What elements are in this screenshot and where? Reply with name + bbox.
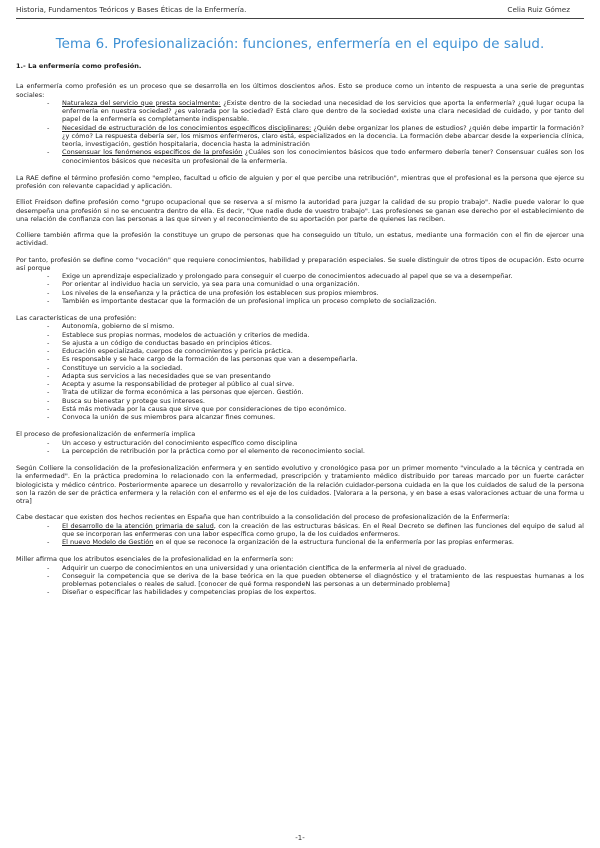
miller-list [16,564,584,597]
vocacion-paragraph: Por tanto, profesión se define como "vocación" que requiere conocimientos, habilidad y preparación especiales. Se suele distinguir de otros tipos de ocupación. Esto ocurre así porque [16,255,584,272]
list-item: - Autonomía, gobierno de sí mismo. [16,322,584,330]
list-item: - Acepta y asume la responsabilidad de proteger al público al cual sirve. [16,380,584,388]
caracteristicas-intro: Las características de una profesión: [16,314,137,322]
list-item: - Conseguir la competencia que se deriva de la base teórica en la que pueden obtenerse el diagnóstico y el tratamiento de las respuestas humanas a los problemas potenciales o reales de salud. [conocer de qué forma respondeN las personas a un determinado problema] [16,572,584,589]
questions-list [16,99,584,165]
proceso-intro: El proceso de profesionalización de enfermería implica [16,430,196,439]
proceso-list [16,439,584,456]
document-body [16,62,584,597]
page-title: Tema 6. Profesionalización: funciones, enfermería en el equipo de salud. [55,37,545,52]
list-item: - El desarrollo de la atención primaria de salud, con la creación de las estructuras básicas. En el Real Decreto se definen las funciones del equipo de salud al que se incorporan las enfermeras con una labor específica como grupo, la de los cuidados enfermeros. [16,522,584,539]
intro-paragraph: La enfermería como profesión es un proceso que se desarrolla en los últimos doscientos años. Esto se produce como un intento de respuesta a una serie de preguntas sociales: [16,82,584,99]
list-item: - El nuevo Modelo de Gestión en el que se reconoce la organización de la estructura funcional de la enfermería por las propias enfermeras. [16,538,584,546]
header-course-title: Historia, Fundamentos Teóricos y Bases Éticas de la Enfermería. [16,5,247,14]
section-heading: 1.- La enfermería como profesión. [16,62,142,70]
list-item: - Se ajusta a un código de conductas basado en principios éticos. [16,339,584,347]
hechos-intro: Cabe destacar que existen dos hechos recientes en España que han contribuido a la consolidación del proceso de profesionalización de la Enfermería: [16,513,510,522]
page-header [16,4,584,19]
list-item: - Busca su bienestar y protege sus intereses. [16,397,584,405]
list-item: - Es responsable y se hace cargo de la formación de las personas que van a desempeñarla. [16,355,584,363]
list-item: - Un acceso y estructuración del conocimiento específico como disciplina [16,439,584,447]
header-author: Celia Ruiz Gómez [507,5,570,14]
caracteristicas-list [16,322,584,421]
list-item: - Trata de utilizar de forma económica a las personas que ejercen. Gestión. [16,388,584,396]
freidson-paragraph: Elliot Freidson define profesión como "grupo ocupacional que se reserva a sí mismo la autoridad para juzgar la calidad de su propio trabajo". Nadie puede valorar lo que desempeña una profesión si no se encuentra dentro de ella. Es decir, "Que nadie dude de vuestro trabajo". Las profesiones se ganan ese derecho por el establecimiento de una relación de confianza con las personas a las que sirven y el reconocimiento de su aportación por parte de quienes las reciben. [16,198,584,223]
list-item: - Establece sus propias normas, modelos de actuación y criterios de medida. [16,331,584,339]
list-item: - Convoca la unión de sus miembros para alcanzar fines comunes. [16,413,584,421]
list-item: - También es importante destacar que la formación de un profesional implica un proceso completo de socialización. [16,297,584,305]
colliere-paragraph: Colliere también afirma que la profesión la constituye un grupo de personas que ha conseguido un título, un estatus, mediante una formación con el fin de ejercer una actividad. [16,231,584,248]
list-item: - Consensuar los fenómenos específicos de la profesión ¿Cuáles son los conocimientos básicos que todo enfermero debería tener? Consensuar cuáles son los conocimientos básicos que necesita un profesional de la enfermería. [16,148,584,165]
page-number: -1- [295,834,305,842]
list-item: - La percepción de retribución por la práctica como por el elemento de reconocimiento social. [16,447,584,455]
vocacion-list [16,272,584,305]
list-item: - Naturaleza del servicio que presta socialmente: ¿Existe dentro de la sociedad una necesidad de los servicios que aporta la enfermería? ¿qué lugar ocupa la enfermería en nuestra sociedad? ¿es valorada por la sociedad? Está claro que dentro de la sociedad existe una clara necesidad de cuidado, y por tanto del papel de la enfermería es completamente indispensable. [16,99,584,124]
list-item: - Diseñar o especificar las habilidades y competencias propias de los expertos. [16,588,584,596]
list-item: - Por orientar al individuo hacia un servicio, ya sea para una comunidad o una organización. [16,280,584,288]
miller-intro: Miller afirma que los atributos esenciales de la profesionalidad en la enfermería son: [16,555,294,564]
list-item: - Constituye un servicio a la sociedad. [16,364,584,372]
list-item: - Está más motivada por la causa que sirve que por consideraciones de tipo económico. [16,405,584,413]
list-item: - Los niveles de la enseñanza y la práctica de una profesión los establecen sus propios miembros. [16,289,584,297]
list-item: - Adapta sus servicios a las necesidades que se van presentando [16,372,584,380]
list-item: - Exige un aprendizaje especializado y prolongado para conseguir el cuerpo de conocimientos adecuado al papel que se va a desempeñar. [16,272,584,280]
list-item: - Adquirir un cuerpo de conocimientos en una universidad y una orientación científica de la enfermería al nivel de graduado. [16,564,584,572]
list-item: - Necesidad de estructuración de los conocimientos específicos disciplinares: ¿Quién debe organizar los planes de estudios? ¿quién debe impartir la formación? ¿y cómo? La respuesta debería ser, los mismos enfermeros, claro está, especializados en la docencia. La formación debe abarcar desde la experiencia clínica, teoría, investigación, gestión hospitalaria, docencia hasta la administración [16,124,584,149]
hechos-list [16,522,584,547]
consolidacion-paragraph: Según Colliere la consolidación de la profesionalización enfermera y en sentido evolutivo y cronológico pasa por un primer momento "vinculado a la técnica y centrada en la enfermedad". En la práctica predomina lo relacionado con la enfermedad, prescripción y tratamiento médico distribuido por tareas marcado por un fuerte carácter biologicista y médico céntrico. Posteriormente aparece un desarrollo y revalorización de la relación cuidador-persona cuidada en la que los cuidados de salud de la persona son la razón de ser de práctica enfermera y la relación con el enfermo es el eje de los cuidados. [Valorara a la persona, y en base a esas valoraciones actuar de una forma u otra] [16,464,584,505]
list-item: - Educación especializada, cuerpos de conocimientos y pericia práctica. [16,347,584,355]
rae-paragraph: La RAE define el término profesión como "empleo, facultad u oficio de alguien y por el que percibe una retribución", mientras que el profesional es la persona que ejerce su profesión con relevante capacidad y aplicación. [16,173,584,190]
